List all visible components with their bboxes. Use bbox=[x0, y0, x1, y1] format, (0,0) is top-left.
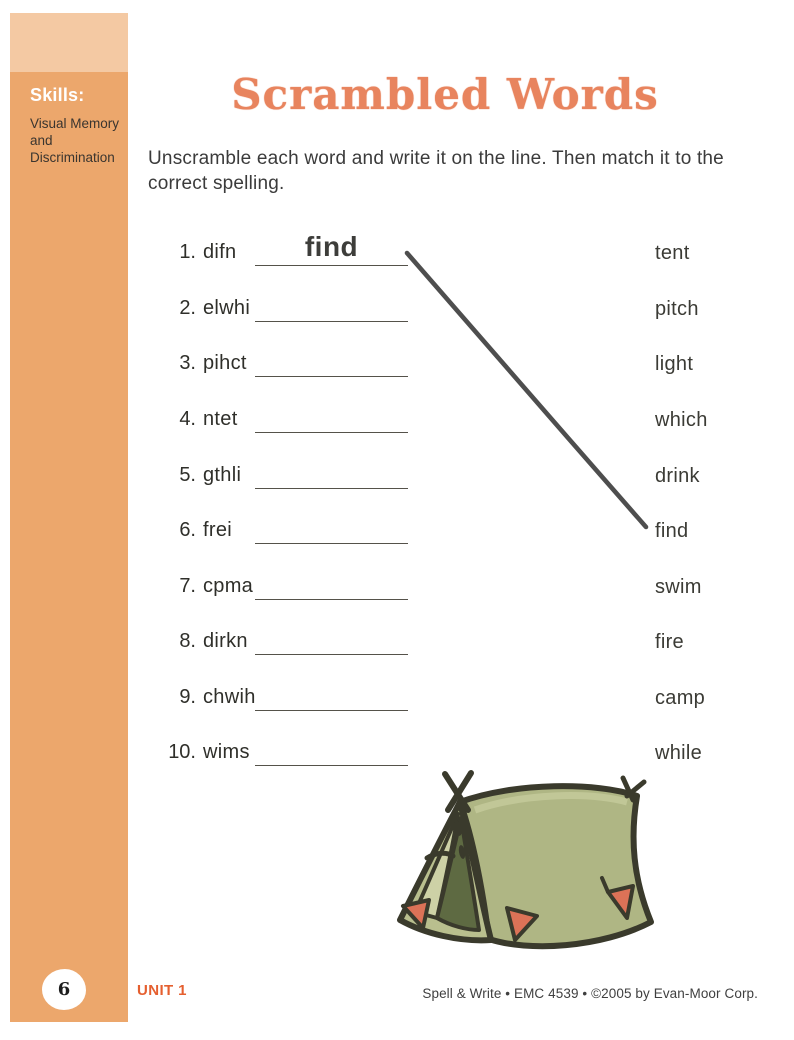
word-bank-item-while[interactable]: while bbox=[655, 742, 703, 764]
word-bank-item-pitch[interactable]: pitch bbox=[655, 298, 699, 320]
scrambled-word: chwih bbox=[203, 686, 256, 708]
scrambled-word: elwhi bbox=[203, 297, 251, 319]
page-number: 6 bbox=[57, 979, 71, 1000]
sidebar bbox=[10, 13, 128, 1022]
exercise-row-2 bbox=[150, 297, 650, 327]
scrambled-word: frei bbox=[203, 519, 232, 541]
answer-line-7[interactable] bbox=[255, 561, 408, 600]
item-number: 10. bbox=[168, 741, 196, 763]
item-number: 9. bbox=[179, 686, 196, 708]
written-answer: find bbox=[304, 231, 359, 262]
word-bank-item-find[interactable]: find bbox=[655, 520, 689, 542]
unit-label: UNIT 1 bbox=[137, 982, 187, 999]
answer-line-5[interactable] bbox=[255, 450, 408, 489]
page-number-badge bbox=[42, 969, 86, 1010]
word-bank-item-tent[interactable]: tent bbox=[655, 242, 690, 264]
instructions-text: Unscramble each word and write it on the line. Then match it to the correct spelling. bbox=[148, 148, 724, 195]
answer-line-6[interactable] bbox=[255, 505, 408, 544]
exercise-row-8 bbox=[150, 630, 650, 660]
word-bank-item-light[interactable]: light bbox=[655, 353, 694, 375]
item-number: 6. bbox=[179, 519, 196, 541]
item-number: 7. bbox=[179, 575, 196, 597]
sidebar-top-strip bbox=[10, 13, 128, 72]
item-number: 3. bbox=[179, 352, 196, 374]
scrambled-word: difn bbox=[203, 241, 237, 263]
word-bank-item-swim[interactable]: swim bbox=[655, 576, 702, 598]
item-number: 2. bbox=[179, 297, 196, 319]
footer-credits: Spell & Write • EMC 4539 • ©2005 by Evan-Moor Corp. bbox=[422, 986, 758, 1001]
page-title: Scrambled Words bbox=[231, 70, 659, 119]
answer-line-2[interactable] bbox=[255, 283, 408, 322]
word-bank-item-camp[interactable]: camp bbox=[655, 687, 706, 709]
scrambled-word: wims bbox=[203, 741, 250, 763]
exercise-row-1 bbox=[150, 231, 650, 271]
exercise-row-9 bbox=[150, 686, 650, 716]
word-bank-item-drink[interactable]: drink bbox=[655, 465, 700, 487]
answer-line-1[interactable] bbox=[255, 227, 408, 266]
scrambled-word: gthli bbox=[203, 464, 242, 486]
item-number: 8. bbox=[179, 630, 196, 652]
scrambled-word: dirkn bbox=[203, 630, 248, 652]
exercise-row-5 bbox=[150, 464, 650, 494]
answer-line-8[interactable] bbox=[255, 616, 408, 655]
scrambled-word: cpma bbox=[203, 575, 254, 597]
answer-line-9[interactable] bbox=[255, 672, 408, 711]
skills-heading: Skills: bbox=[30, 85, 85, 105]
scrambled-word: ntet bbox=[203, 408, 238, 430]
exercise-row-3 bbox=[150, 352, 650, 382]
scrambled-word: pihct bbox=[203, 352, 247, 374]
answer-line-4[interactable] bbox=[255, 394, 408, 433]
exercise-row-7 bbox=[150, 575, 650, 605]
exercise-row-6 bbox=[150, 519, 650, 549]
tent-illustration bbox=[365, 760, 695, 968]
item-number: 5. bbox=[179, 464, 196, 486]
item-number: 4. bbox=[179, 408, 196, 430]
answer-line-3[interactable] bbox=[255, 338, 408, 377]
item-number: 1. bbox=[179, 241, 196, 263]
exercise-row-4 bbox=[150, 408, 650, 438]
skills-text: Visual Memory and Discrimination bbox=[30, 116, 120, 165]
word-bank-item-fire[interactable]: fire bbox=[655, 631, 684, 653]
word-bank-item-which[interactable]: which bbox=[655, 409, 708, 431]
